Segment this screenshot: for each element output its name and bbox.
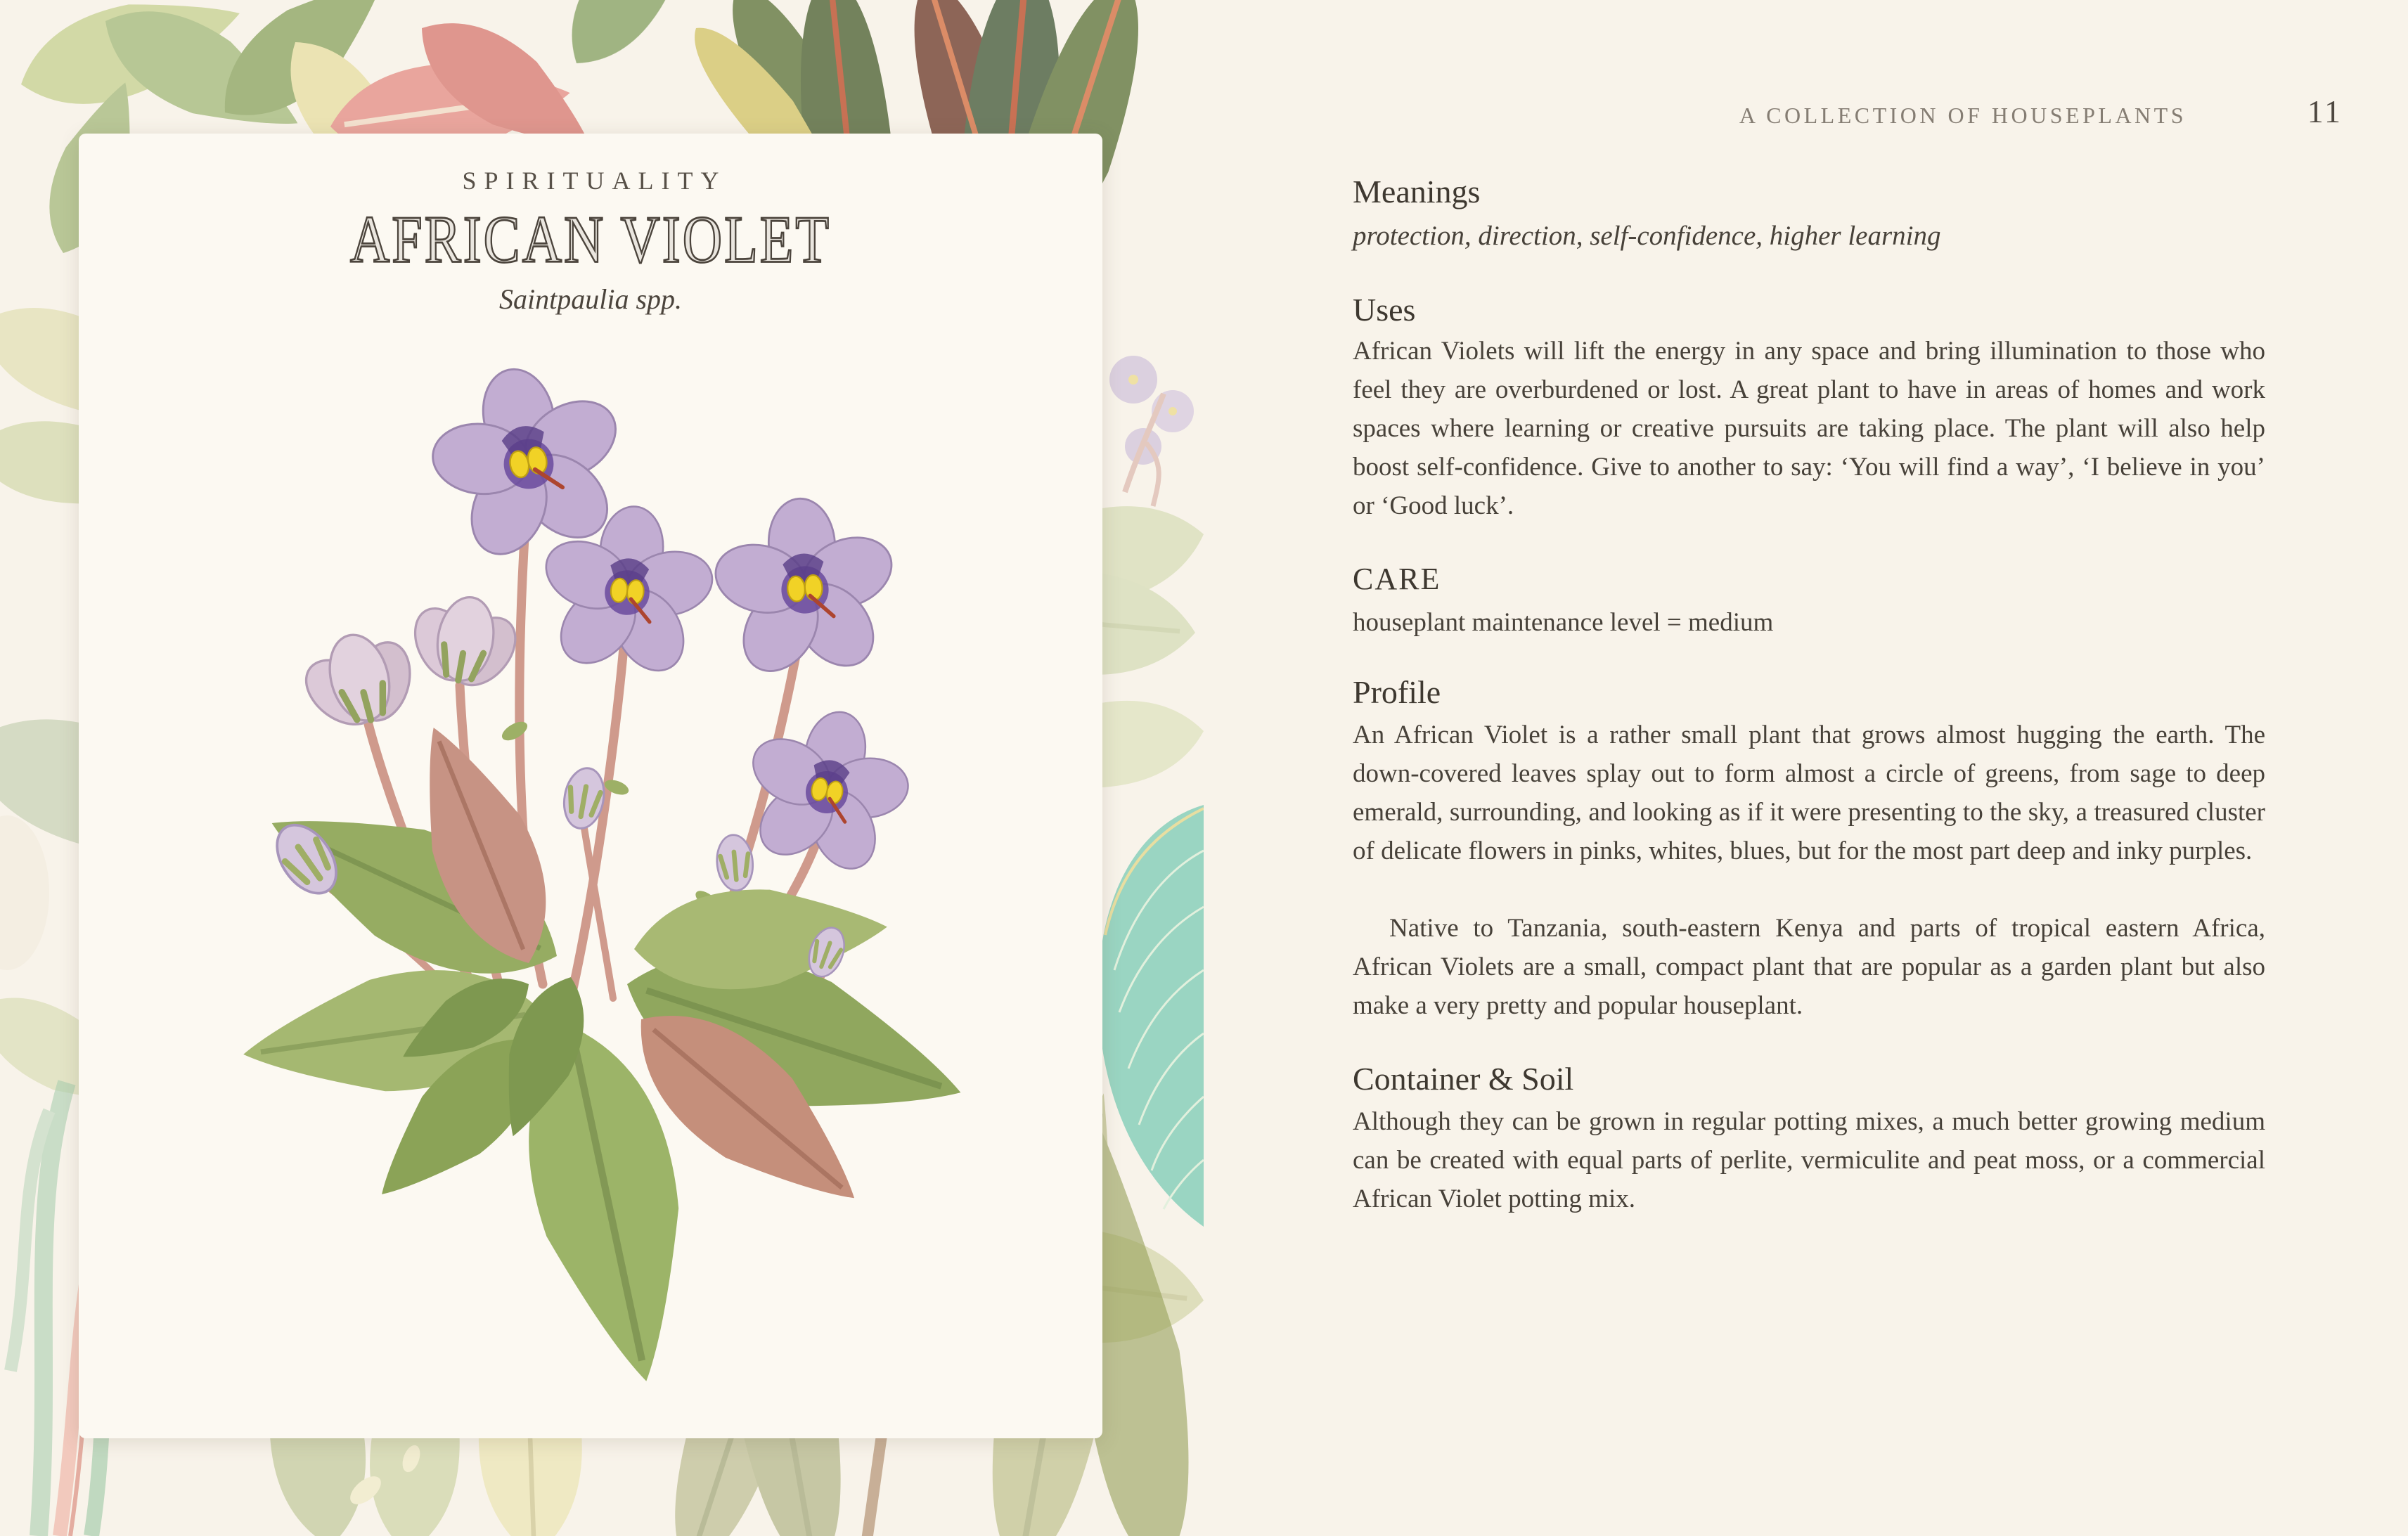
meanings-text: protection, direction, self-confidence, higher learning [1353,221,1941,251]
care-text: houseplant maintenance level = medium [1353,608,1774,637]
care-heading: CARE [1353,562,1441,596]
category-label: SPIRITUALITY [462,167,727,195]
container-soil-heading: Container & Soil [1353,1061,1574,1097]
profile-paragraph-2: Native to Tanzania, south-eastern Kenya and parts of tropical eastern Africa, African Violets are a small, compact plant that are popular as a garden plant but also make a very pretty and popular houseplant. [1353,914,2265,1020]
botanical-plate-card [79,134,1102,1438]
uses-text: African Violets will lift the energy in any space and bring illumination to those who feel they are overburdened or lost. A great plant to have in areas of homes and work spaces where learning or creative pursuits are taking place. The plant will also help boost self-confidence. Give to another to say: ‘You will find a way’, ‘I believe in you’ or ‘Good luck’. [1353,337,2265,520]
african-violet-illustration [79,366,1102,1420]
plant-title: AFRICAN VIOLET [349,202,832,277]
container-soil-text: Although they can be grown in regular potting mixes, a much better growing medium can be created with equal parts of perlite, vermiculite and peat moss, or a commercial African Violet potting mix. [1353,1107,2265,1213]
profile-paragraph-1: An African Violet is a rather small plant that grows almost hugging the earth. The down-covered leaves splay out to form almost a circle of greens, from sage to deep emerald, surrounding, and looking as if it were presenting to the sky, a treasured cluster of delicate flowers in pinks, whites, blues, but for the most part deep and inky purples. [1353,721,2265,865]
right-page [1204,0,2408,1536]
profile-heading: Profile [1353,674,1441,710]
running-header: A COLLECTION OF HOUSEPLANTS [1739,103,2187,128]
uses-heading: Uses [1353,292,1416,328]
right-page-content [1353,0,2343,1536]
page-number: 11 [2307,93,2343,129]
species-name: Saintpaulia spp. [498,283,683,315]
meanings-heading: Meanings [1353,174,1481,209]
